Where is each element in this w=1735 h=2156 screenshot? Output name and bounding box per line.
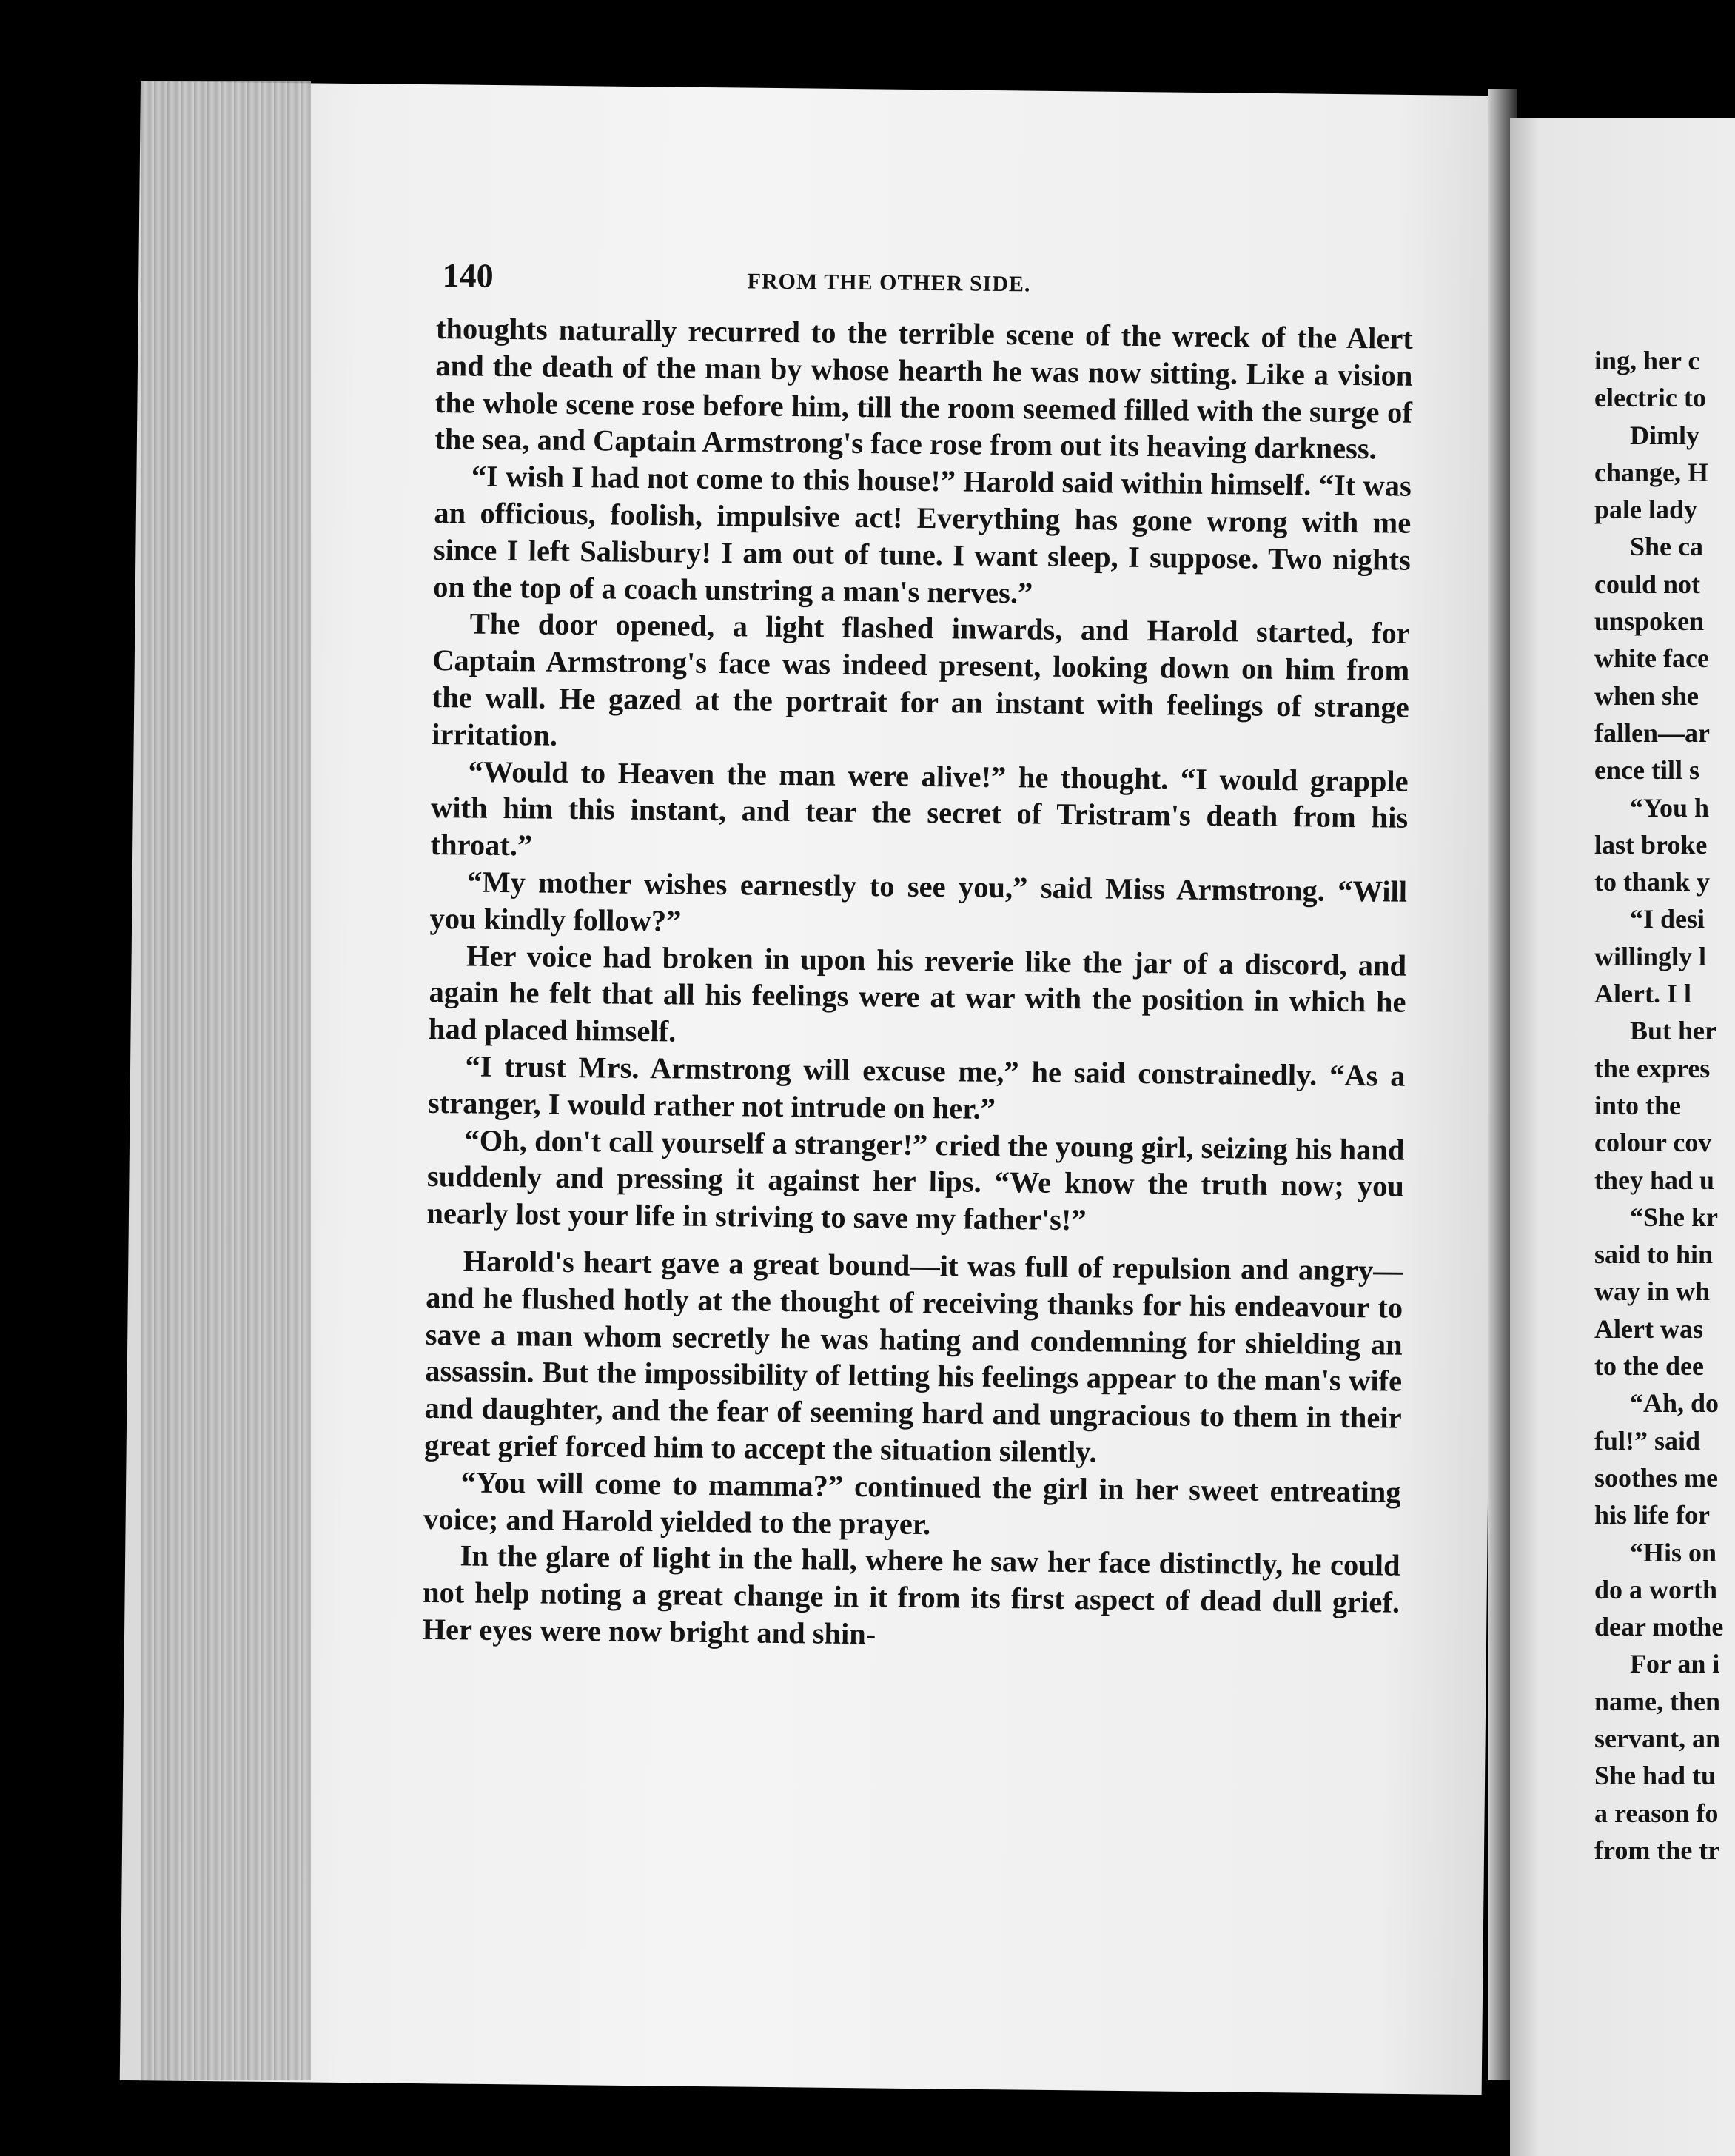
paragraph: “My mother wishes earnestly to see you,” said Miss Armstrong. “Will you kindly follow?” [429,865,1408,938]
paragraph: Her voice had broken in upon his reverie like the jar of a discord, and again he felt that all his feelings were at war with the position in which he had placed himself. [428,939,1407,1048]
right-page-line: soothes me [1594,1462,1718,1493]
right-page-line: “I desi [1630,904,1705,934]
right-page-line: they had u [1594,1165,1715,1195]
right-page-line: But her [1630,1016,1716,1046]
paragraph: “I trust Mrs. Armstrong will excuse me,” he said constrainedly. “As a stranger, I would rather not intrude on her.” [427,1049,1406,1125]
right-page-line: from the tr [1594,1835,1720,1865]
paragraph: Harold's heart gave a great bound—it was full of repulsion and angry—and he flushed hotly at the thought of receiving thanks for his endeavour to save a man whom secretly he was hating and condemning for shielding an assassin. But the impossibility of letting his feelings appear to the man's wife and daughter, and the fear of seeming hard and ungracious to them in their great grief forced him to accept the situation silently. [423,1244,1403,1469]
right-page-line: colour cov [1594,1128,1712,1158]
running-title: FROM THE OTHER SIDE. [747,269,1031,297]
right-page-line: pale lady [1594,495,1698,525]
right-page-line: “His on [1630,1537,1717,1567]
page-header [436,255,1414,318]
right-page-line: a reason fo [1594,1798,1719,1828]
left-page-text [422,255,1414,1658]
page-edges [141,81,311,2080]
right-page-line: ful!” said [1594,1425,1701,1456]
right-page-line: She ca [1630,532,1703,562]
right-page-line: servant, an [1594,1723,1720,1753]
paragraph: “You will come to mamma?” continued the girl in her sweet entreating voice; and Harold yielded to the prayer. [423,1465,1401,1541]
right-page-text [1594,342,1735,1869]
right-page-line: last broke [1594,829,1708,860]
paragraph: The door opened, a light flashed inwards, and Harold started, for Captain Armstrong's face was indeed present, looking down on him from the wall. He gazed at the portrait for an instant with feelings of strange irritation. [431,606,1410,752]
right-page-line: white face [1594,643,1709,674]
right-page-line: ence till s [1594,755,1699,786]
right-page-line: “She kr [1630,1202,1719,1232]
right-page-line: dear mothe [1594,1612,1724,1642]
right-page-line: ing, her c [1594,346,1700,375]
right-page-line: Alert was [1594,1313,1703,1344]
right-page-line: do a worth [1594,1574,1718,1604]
page-number: 140 [442,256,494,295]
right-page-line: name, then [1594,1686,1720,1716]
right-page-line: into the [1594,1090,1681,1120]
body-text [422,310,1413,1658]
right-page-line: “Ah, do [1630,1388,1719,1419]
right-page-line: way in wh [1594,1276,1711,1307]
right-page-line: For an i [1630,1649,1720,1679]
right-page-line: Alert. I l [1594,979,1691,1009]
right-page-line: unspoken [1594,606,1705,637]
right-page-line: to thank y [1594,867,1711,897]
paragraph: thoughts naturally recurred to the terrible scene of the wreck of the Alert and the death of the man by whose hearth he was now sitting. Like a vision the whole scene rose before him, till the room seemed filled with the surge of the sea, and Captain Armstrong's face rose from out its heaving darkness. [434,311,1414,466]
paragraph: “Oh, don't call yourself a stranger!” cried the young girl, seizing his hand suddenly and pressing it against her lips. “We know the truth now; you nearly lost your life in striving to save my father's!” [426,1122,1405,1237]
right-page-line: “You h [1630,792,1710,823]
paragraph: “Would to Heaven the man were alive!” he thought. “I would grapple with him this instant, and tear the secret of Tristram's death from his throat.” [430,754,1409,863]
right-page-line: fallen—ar [1594,717,1710,748]
right-page-line: the expres [1594,1053,1711,1083]
paragraph: “I wish I had not come to this house!” Harold said within himself. “It was an officious, foolish, impulsive act! Everything has gone wrong with me since I left Salisbury! I am out of tune. I want sleep, I suppose. Two nights on the top of a coach unstring a man's nerves.” [433,459,1412,610]
right-page-line: electric to [1594,383,1706,413]
right-page-line: could not [1594,569,1701,599]
right-page-line: said to hin [1594,1239,1714,1270]
right-page-line: She had tu [1594,1761,1716,1791]
right-page-line: willingly l [1594,941,1707,971]
right-page-line: Dimly [1630,420,1699,450]
right-page-line: when she [1594,680,1699,711]
right-page-line: his life for [1594,1500,1710,1530]
right-page-line: to the dee [1594,1351,1704,1382]
right-page-line: change, H [1594,457,1709,487]
paragraph: In the glare of light in the hall, where he saw her face distinctly, he could not help noting a great change in it from its first aspect of dead dull grief. Her eyes were now bright and shin- [422,1539,1400,1651]
